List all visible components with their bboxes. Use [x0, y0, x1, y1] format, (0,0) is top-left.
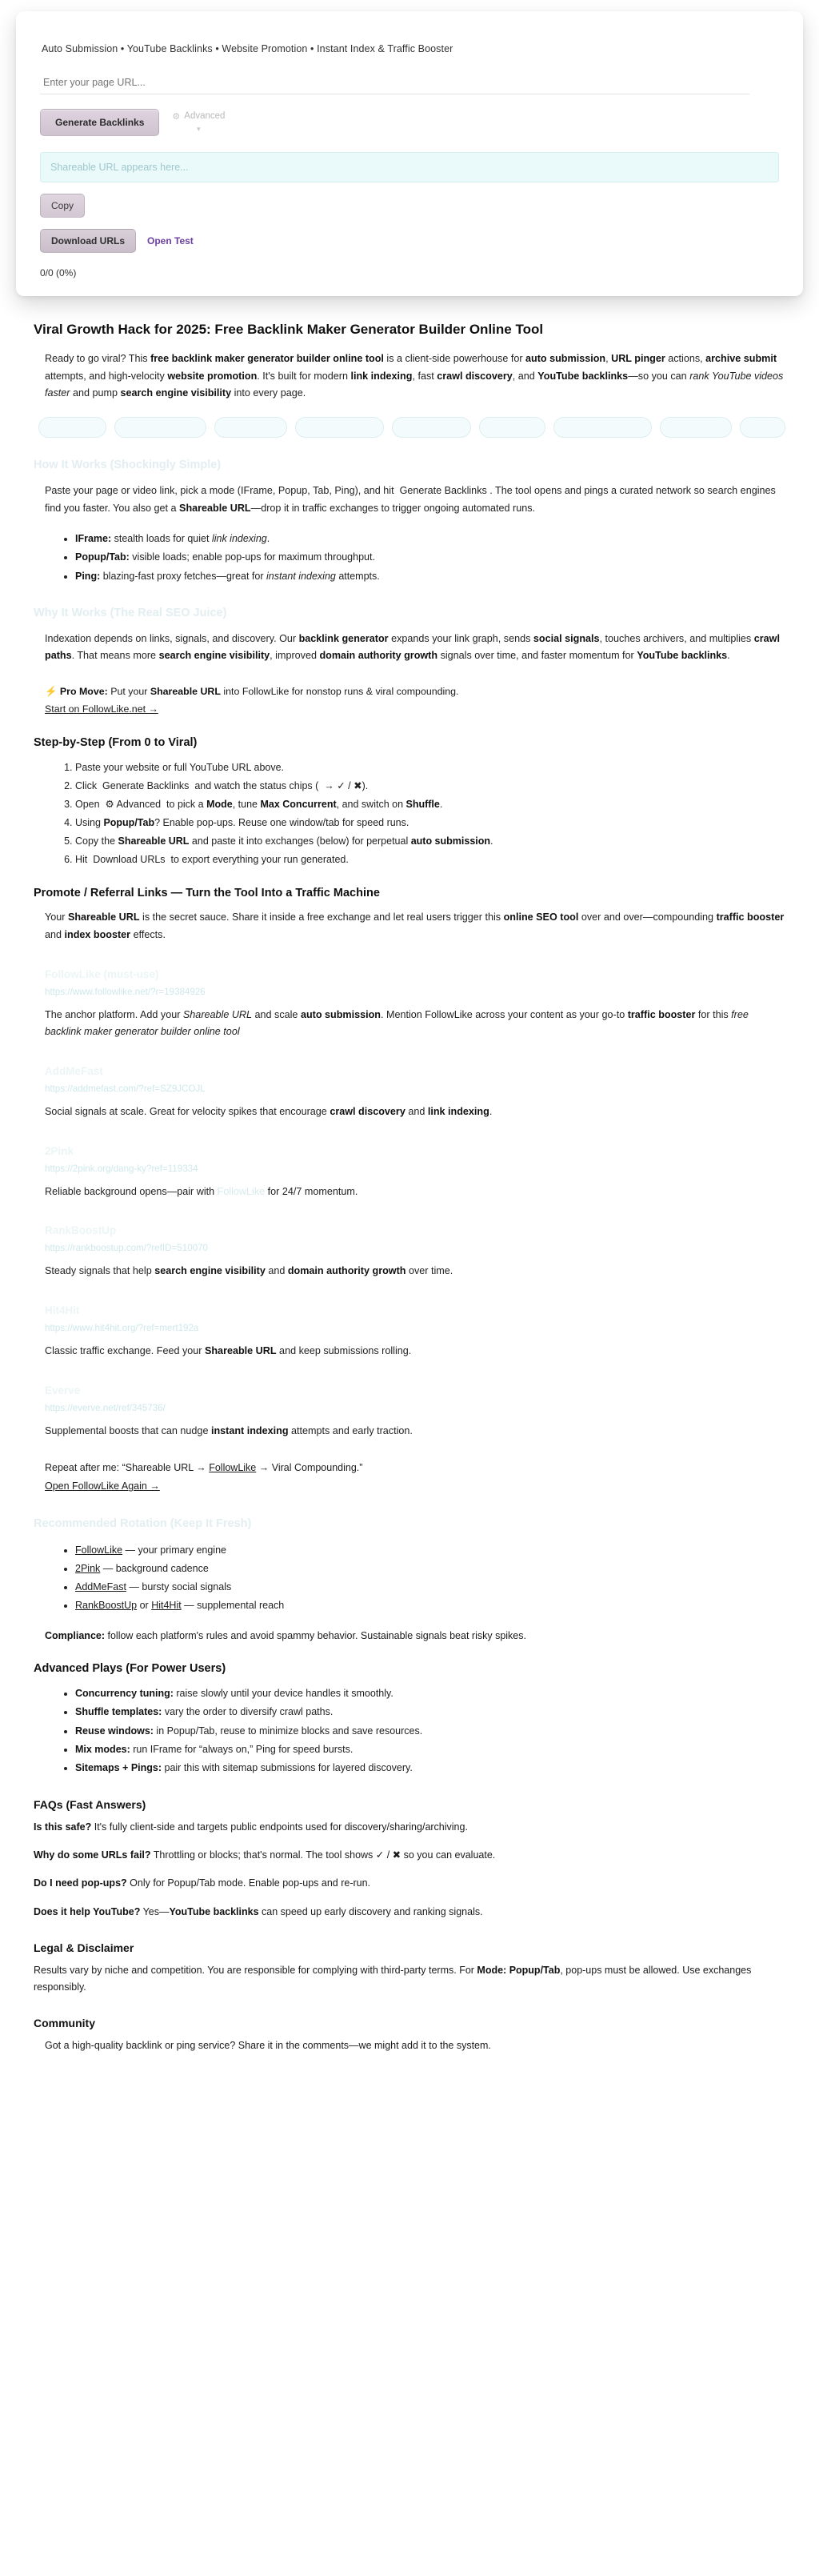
faq-item: Is this safe? It's fully client-side and targets public endpoints used for discovery/sharing/archiving. — [34, 1821, 468, 1833]
backlink-tool-card — [16, 11, 803, 296]
community-heading: Community — [34, 2017, 95, 2030]
rotation-heading: Recommended Rotation (Keep It Fresh) — [34, 1516, 252, 1530]
compliance-note: Compliance: follow each platform's rules and avoid spammy behavior. Sustainable signals beat risky spikes. — [45, 1630, 526, 1642]
advanced-toggle[interactable] — [172, 111, 225, 134]
referral-heading-hit4hit: Hit4Hit — [45, 1304, 80, 1316]
rotation-link-addmefast[interactable]: AddMeFast — [75, 1580, 126, 1592]
list-item: • IFrame: stealth loads for quiet link indexing. — [75, 530, 785, 548]
referral-url-2pink[interactable]: https://2pink.org/dang-ky?ref=119334 — [45, 1163, 198, 1174]
list-item: 3. Open ⚙ Advanced to pick a Mode, tune Max Concurrent, and switch on Shuffle. — [75, 795, 785, 814]
rotation-list — [34, 1541, 785, 1616]
shareable-url-field[interactable]: Shareable URL appears here... — [40, 152, 779, 182]
status-chip — [660, 417, 733, 438]
gear-icon: ⚙ — [172, 111, 181, 122]
progress-counter: 0/0 (0%) — [40, 267, 77, 278]
referral-heading-everve: Everve — [45, 1384, 81, 1396]
list-item: • Shuffle templates: vary the order to diversify crawl paths. — [75, 1703, 785, 1721]
pro-move-callout: ⚡ Pro Move: Put your Shareable URL into FollowLike for nonstop runs & viral compounding. Start on FollowLike.net → — [45, 685, 459, 715]
article — [0, 296, 819, 2098]
page-title: Viral Growth Hack for 2025: Free Backlink Maker Generator Builder Online Tool — [34, 322, 544, 337]
legal-heading: Legal & Disclaimer — [34, 1941, 134, 1954]
referral-desc-rankboostup: Steady signals that help search engine visibility and domain authority growth over time. — [45, 1265, 453, 1277]
faq-heading: FAQs (Fast Answers) — [34, 1797, 146, 1811]
modes-list — [34, 530, 785, 585]
referral-url-hit4hit[interactable]: https://www.hit4hit.org/?ref=mert192a — [45, 1322, 199, 1333]
rotation-link-followlike[interactable]: FollowLike — [75, 1544, 123, 1556]
referral-desc-followlike: The anchor platform. Add your Shareable URL and scale auto submission. Mention FollowLike across your content as your go-to traffic booster for this free backlink maker generator builder online tool — [45, 1008, 749, 1038]
steps-heading: Step-by-Step (From 0 to Viral) — [34, 735, 198, 749]
referral-url-addmefast[interactable]: https://addmefast.com/?ref=SZ9JCOJL — [45, 1084, 206, 1094]
generate-row — [40, 109, 779, 136]
list-item: 5. Copy the Shareable URL and paste it into exchanges (below) for perpetual auto submission. — [75, 832, 785, 851]
referral-heading-followlike: FollowLike (must-use) — [45, 968, 159, 980]
list-item: • Ping: blazing-fast proxy fetches—great for instant indexing attempts. — [75, 567, 785, 586]
followlike-start-link[interactable]: Start on FollowLike.net → — [45, 703, 158, 715]
generate-backlinks-button[interactable]: Generate Backlinks — [40, 109, 159, 136]
list-item: 2. Click Generate Backlinks and watch the status chips ( → ✓ / ✖). — [75, 777, 785, 795]
list-item — [75, 1596, 785, 1615]
rotation-tail: — background cadence — [100, 1562, 209, 1574]
actions-row-2 — [40, 229, 779, 253]
rotation-tail: — your primary engine — [122, 1544, 226, 1556]
followlike-again-link[interactable]: Open FollowLike Again → — [45, 1480, 160, 1492]
status-chip — [553, 417, 652, 438]
list-item: • Sitemaps + Pings: pair this with sitemap submissions for layered discovery. — [75, 1759, 785, 1777]
referral-desc-hit4hit: Classic traffic exchange. Feed your Shareable URL and keep submissions rolling. — [45, 1344, 412, 1356]
steps-list — [34, 759, 785, 870]
list-item — [75, 1541, 785, 1560]
status-chip — [38, 417, 106, 438]
community-body: Got a high-quality backlink or ping service? Share it in the comments—we might add it to the system. — [45, 2040, 491, 2052]
how-it-works-body: Paste your page or video link, pick a mode (IFrame, Popup, Tab, Ping), and hit Generate Backlinks . The tool opens and pings a curated network so search engines find you faster. You also get a Shareable URL—drop it in traffic exchanges to trigger ongoing automated runs. — [45, 484, 776, 514]
copy-button[interactable]: Copy — [40, 194, 85, 218]
faq-item: Do I need pop-ups? Only for Popup/Tab mode. Enable pop-ups and re-run. — [34, 1877, 371, 1889]
status-chip — [214, 417, 287, 438]
followlike-inline-link[interactable]: FollowLike — [209, 1462, 257, 1474]
list-item: • Concurrency tuning: raise slowly until your device handles it smoothly. — [75, 1685, 785, 1703]
list-item — [75, 1560, 785, 1578]
repeat-callout: Repeat after me: “Shareable URL → FollowLike → Viral Compounding.” Open FollowLike Again → — [45, 1462, 363, 1492]
promote-heading: Promote / Referral Links — Turn the Tool Into a Traffic Machine — [34, 887, 380, 900]
chevron-down-icon: ▾ — [197, 124, 201, 133]
advanced-plays-list — [34, 1685, 785, 1777]
app-tagline: Auto Submission • YouTube Backlinks • Website Promotion • Instant Index & Traffic Booster — [42, 43, 453, 54]
referral-heading-2pink: 2Pink — [45, 1144, 74, 1157]
referral-url-followlike[interactable]: https://www.followlike.net/?r=19384926 — [45, 986, 206, 997]
referral-desc-everve: Supplemental boosts that can nudge instant indexing attempts and early traction. — [45, 1424, 413, 1436]
list-item: • Reuse windows: in Popup/Tab, reuse to minimize blocks and save resources. — [75, 1722, 785, 1741]
rotation-link-rankboostup[interactable]: RankBoostUp — [75, 1599, 138, 1611]
referral-url-everve[interactable]: https://everve.net/ref/345736/ — [45, 1402, 166, 1413]
rotation-tail: or Hit4Hit — supplemental reach — [137, 1599, 285, 1611]
referral-desc-2pink: Reliable background opens—pair with FollowLike for 24/7 momentum. — [45, 1185, 358, 1197]
why-it-works-heading: Why It Works (The Real SEO Juice) — [34, 606, 227, 619]
faq-item: Why do some URLs fail? Throttling or blocks; that's normal. The tool shows ✓ / ✖ so you can evaluate. — [34, 1849, 496, 1861]
faq-item: Does it help YouTube? Yes—YouTube backlinks can speed up early discovery and ranking signals. — [34, 1905, 483, 1917]
status-chip-row — [34, 417, 785, 438]
rotation-link-hit4hit[interactable]: Hit4Hit — [151, 1599, 182, 1611]
list-item: 4. Using Popup/Tab? Enable pop-ups. Reuse one window/tab for speed runs. — [75, 814, 785, 832]
actions-row — [40, 194, 779, 218]
status-chip — [740, 417, 785, 438]
download-urls-button[interactable]: Download URLs — [40, 229, 136, 253]
rotation-tail: — bursty social signals — [126, 1580, 232, 1592]
how-it-works-heading: How It Works (Shockingly Simple) — [34, 458, 222, 471]
advanced-label: Advanced — [184, 111, 226, 122]
status-chip — [295, 417, 384, 438]
status-chip — [114, 417, 206, 438]
why-it-works-body: Indexation depends on links, signals, and discovery. Our backlink generator expands your link graph, sends social signals, touches archivers, and multiplies crawl paths. That means more search engine visibility, improved domain authority growth signals over time, and faster momentum for YouTube backlinks. — [45, 632, 780, 662]
page-url-input[interactable] — [40, 72, 749, 94]
page-root — [0, 11, 819, 2098]
advanced-plays-heading: Advanced Plays (For Power Users) — [34, 1662, 226, 1676]
list-item: 6. Hit Download URLs to export everything your run generated. — [75, 851, 785, 869]
promote-body: Your Shareable URL is the secret sauce. Share it inside a free exchange and let real users trigger this online SEO tool over and over—compounding traffic booster and index booster effects. — [45, 911, 785, 941]
list-item: • Mix modes: run IFrame for “always on,” Ping for speed bursts. — [75, 1741, 785, 1759]
referral-heading-rankboostup: RankBoostUp — [45, 1224, 117, 1237]
list-item: 1. Paste your website or full YouTube URL above. — [75, 759, 785, 777]
list-item: • Popup/Tab: visible loads; enable pop-ups for maximum throughput. — [75, 548, 785, 567]
rotation-link-2pink[interactable]: 2Pink — [75, 1562, 101, 1574]
status-chip — [479, 417, 545, 438]
status-chip — [392, 417, 470, 438]
referral-desc-addmefast: Social signals at scale. Great for velocity spikes that encourage crawl discovery and link indexing. — [45, 1106, 493, 1117]
intro-paragraph: Ready to go viral? This free backlink maker generator builder online tool is a client-side powerhouse for auto submission, URL pinger actions, archive submit attempts, and high-velocity website promotion. It's built for modern link indexing, fast crawl discovery, and YouTube backlinks—so you can rank YouTube videos faster and pump search engine visibility into every page. — [45, 353, 784, 399]
list-item — [75, 1578, 785, 1596]
referral-heading-addmefast: AddMeFast — [45, 1065, 103, 1077]
legal-body: Results vary by niche and competition. You are responsible for complying with third-party terms. For Mode: Popup/Tab, pop-ups must be allowed. Use exchanges responsibly. — [34, 1964, 752, 1993]
referral-url-rankboostup[interactable]: https://rankboostup.com/?refID=510070 — [45, 1243, 208, 1254]
open-test-link[interactable]: Open Test — [147, 235, 194, 246]
